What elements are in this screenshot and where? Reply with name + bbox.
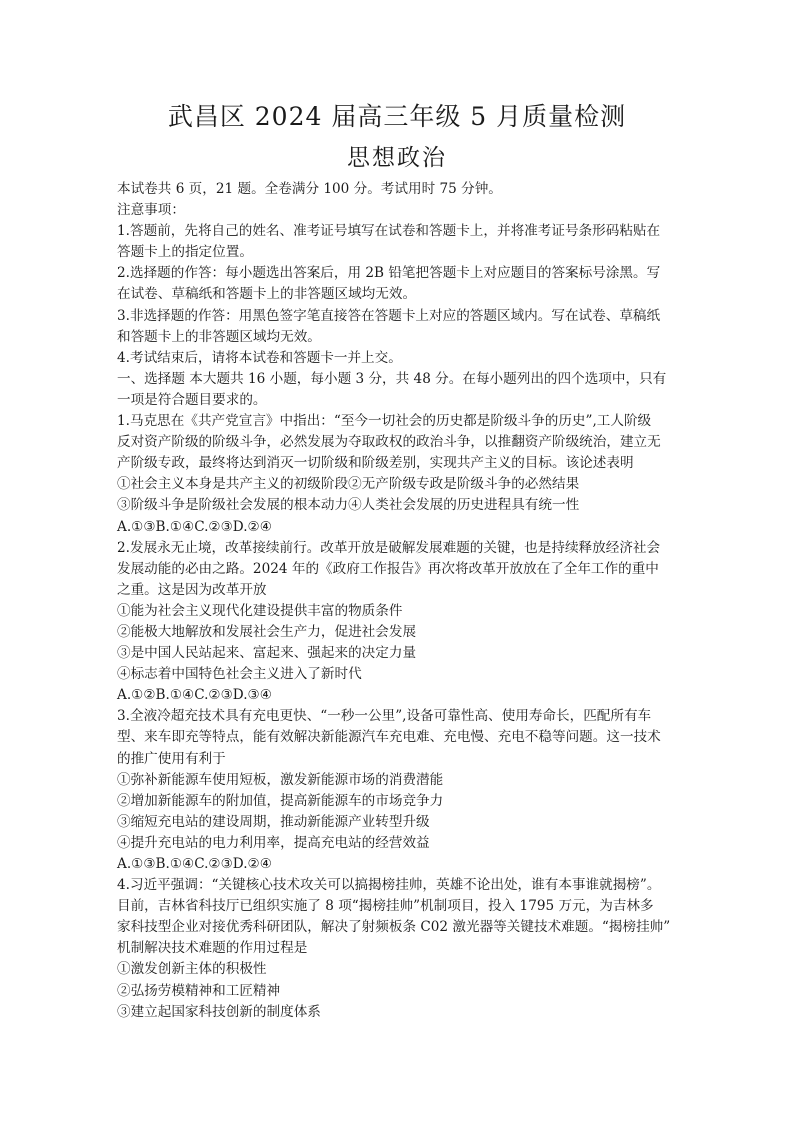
q3-stem-line-2: 型、来车即充等特点，能有效解决新能源汽车充电难、充电慢、充电不稳等问题。这一技术 (117, 729, 661, 746)
notice-2-line-1: 2.选择题的作答：每小题选出答案后，用 2B 铅笔把答题卡上对应题目的答案标号涂黑。写 (117, 265, 661, 282)
q2-option-4: ④标志着中国特色社会主义进入了新时代 (117, 666, 362, 683)
q1-stem-line-1: 1.马克思在《共产党宣言》中指出：“至今一切社会的历史都是阶级斗争的历史”,工人阶级 (117, 413, 652, 430)
q3-stem-line-3: 的推广使用有利于 (117, 750, 226, 767)
notice-2-line-2: 在试卷、草稿纸和答题卡上的非答题区域均无效。 (117, 286, 417, 303)
notice-4-line-1: 4.考试结束后，请将本试卷和答题卡一并上交。 (117, 349, 402, 366)
q1-option-line-2: ③阶级斗争是阶级社会发展的根本动力④人类社会发展的历史进程具有统一性 (117, 497, 580, 514)
q1-stem-line-3: 产阶级专政，最终将达到消灭一切阶级和阶级差别，实现共产主义的目标。该论述表明 (117, 455, 634, 472)
q4-option-2: ②弘扬劳模精神和工匠精神 (117, 982, 281, 999)
q3-option-2: ②增加新能源车的附加值，提高新能源车的市场竞争力 (117, 792, 444, 809)
exam-title: 武昌区 2024 届高三年级 5 月质量检测 (167, 102, 627, 131)
q4-option-1: ①激发创新主体的积极性 (117, 961, 267, 978)
q3-option-1: ①弥补新能源车使用短板，激发新能源市场的消费潜能 (117, 771, 444, 788)
q1-stem-line-2: 反对资产阶级的阶级斗争，必然发展为夺取政权的政治斗争，以推翻资产阶级统治，建立无 (117, 434, 661, 451)
notice-1-line-1: 1.答题前，先将自己的姓名、准考证号填写在试卷和答题卡上，并将准考证号条形码粘贴在 (117, 223, 661, 240)
exam-intro: 本试卷共 6 页，21 题。全卷满分 100 分。考试用时 75 分钟。 (117, 181, 502, 197)
q4-stem-line-3: 家科技型企业对接优秀科研团队，解决了射频板条 C02 激光器等关键技术难题。“揭榜挂帅” (117, 919, 671, 936)
notice-header: 注意事项： (117, 202, 185, 219)
q2-option-3: ③是中国人民站起来、富起来、强起来的决定力量 (117, 645, 417, 662)
exam-subject: 思想政治 (347, 145, 447, 171)
q4-stem-line-2: 目前，吉林省科技厅已组织实施了 8 项“揭榜挂帅”机制项目，投入 1795 万元，为吉林多 (117, 898, 654, 915)
q4-stem-line-4: 机制解决技术难题的作用过程是 (117, 940, 308, 957)
q3-option-3: ③缩短充电站的建设周期，推动新能源产业转型升级 (117, 813, 430, 830)
q4-option-3: ③建立起国家科技创新的制度体系 (117, 1003, 321, 1020)
q2-option-1: ①能为社会主义现代化建设提供丰富的物质条件 (117, 602, 403, 619)
notice-3-line-2: 和答题卡上的非答题区域均无效。 (117, 328, 321, 345)
q2-stem-line-1: 2.发展永无止境，改革接续前行。改革开放是破解发展难题的关键，也是持续释放经济社会 (117, 539, 661, 556)
q2-option-2: ②能极大地解放和发展社会生产力，促进社会发展 (117, 623, 417, 640)
section-header-line-2: 一项是符合题目要求的。 (117, 391, 267, 408)
q2-stem-line-2: 发展动能的必由之路。2024 年的《政府工作报告》再次将改革开放放在了全年工作的重中 (117, 560, 659, 577)
q1-answers: A.①③B.①④C.②③D.②④ (117, 518, 272, 535)
notice-1-line-2: 答题卡上的指定位置。 (117, 244, 253, 261)
q3-option-4: ④提升充电站的电力利用率，提高充电站的经营效益 (117, 834, 430, 851)
section-header-line-1: 一、选择题 本大题共 16 小题，每小题 3 分，共 48 分。在每小题列出的四个选项中，只有 (117, 370, 667, 387)
q1-option-line-1: ①社会主义本身是共产主义的初级阶段②无产阶级专政是阶级斗争的必然结果 (117, 476, 580, 493)
q2-stem-line-3: 之重。这是因为改革开放 (117, 581, 267, 598)
q3-stem-line-1: 3.全液冷超充技术具有充电更快、“一秒一公里”,设备可靠性高、使用寿命长，匹配所有车 (117, 708, 652, 725)
exam-body (117, 179, 683, 1023)
q2-answers: A.①②B.①④C.②③D.③④ (117, 687, 272, 704)
q4-stem-line-1: 4.习近平强调：“关键核心技术攻关可以搞揭榜挂帅，英雄不论出处，谁有本事谁就揭榜”。 (117, 877, 661, 894)
notice-3-line-1: 3.非选择题的作答：用黑色签字笔直接答在答题卡上对应的答题区域内。写在试卷、草稿纸 (117, 307, 661, 324)
q3-answers: A.①③B.①④C.②③D.②④ (117, 856, 272, 872)
